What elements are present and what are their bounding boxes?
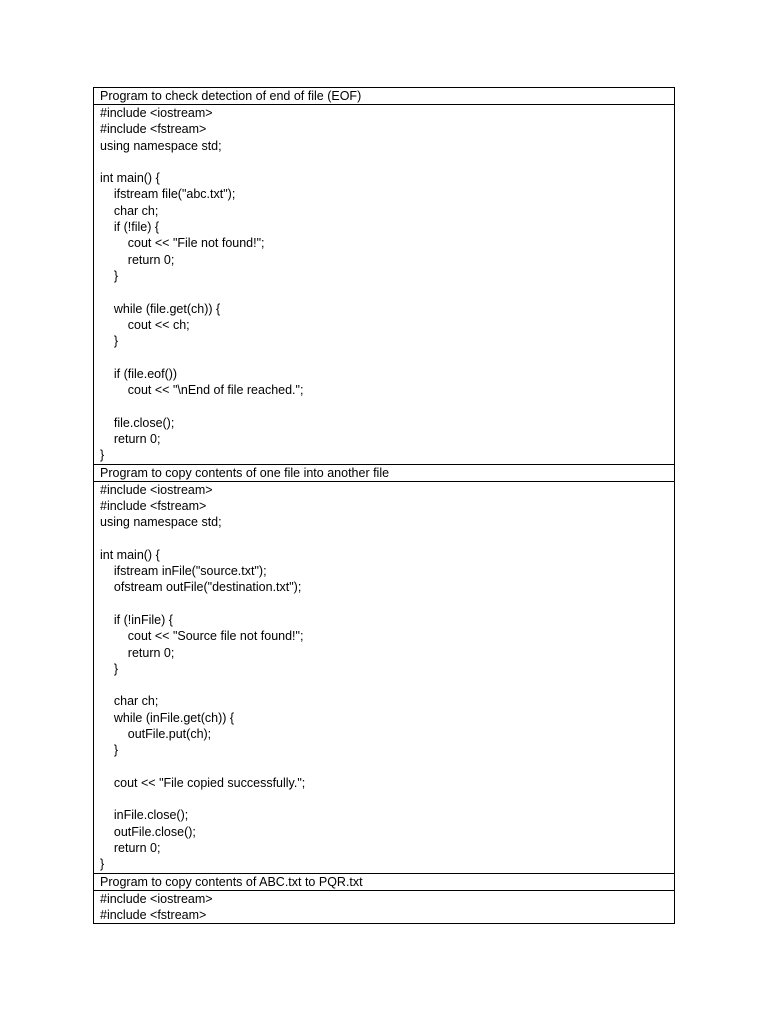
code-line bbox=[100, 677, 674, 693]
code-line: char ch; bbox=[100, 203, 159, 218]
code-line: if (file.eof()) bbox=[100, 366, 178, 381]
code-line: #include <iostream> bbox=[100, 482, 213, 497]
code-line bbox=[100, 398, 674, 414]
code-line bbox=[100, 759, 674, 775]
code-line: #include <fstream> bbox=[100, 498, 207, 513]
code-line: cout << ch; bbox=[100, 317, 190, 332]
code-block bbox=[94, 891, 674, 924]
code-line: #include <fstream> bbox=[100, 122, 207, 137]
code-line: inFile.close(); bbox=[100, 808, 189, 823]
code-line: } bbox=[100, 857, 105, 872]
code-line: char ch; bbox=[100, 694, 159, 709]
code-line bbox=[100, 349, 674, 365]
code-line: return 0; bbox=[100, 645, 175, 660]
code-line: using namespace std; bbox=[100, 515, 222, 530]
code-line: if (!file) { bbox=[100, 220, 160, 235]
code-line: file.close(); bbox=[100, 415, 175, 430]
code-line: outFile.put(ch); bbox=[100, 726, 212, 741]
code-line: cout << "File not found!"; bbox=[100, 236, 265, 251]
code-line: int main() { bbox=[100, 547, 160, 562]
code-line: #include <fstream> bbox=[100, 907, 207, 922]
code-line bbox=[100, 154, 674, 170]
section-title: Program to copy contents of one file into another file bbox=[94, 465, 674, 482]
code-line: } bbox=[100, 268, 119, 283]
code-line: if (!inFile) { bbox=[100, 612, 173, 627]
code-line bbox=[100, 596, 674, 612]
code-line: while (file.get(ch)) { bbox=[100, 301, 221, 316]
code-line: ofstream outFile("destination.txt"); bbox=[100, 580, 302, 595]
code-line bbox=[100, 284, 674, 300]
code-line: while (inFile.get(ch)) { bbox=[100, 710, 235, 725]
code-line: using namespace std; bbox=[100, 138, 222, 153]
code-line: return 0; bbox=[100, 431, 161, 446]
code-line: int main() { bbox=[100, 171, 160, 186]
code-line: } bbox=[100, 661, 119, 676]
code-line: return 0; bbox=[100, 841, 161, 856]
code-line: ifstream inFile("source.txt"); bbox=[100, 564, 267, 579]
code-line bbox=[100, 791, 674, 807]
section-title: Program to check detection of end of file (EOF) bbox=[94, 88, 674, 105]
code-line: cout << "\nEnd of file reached."; bbox=[100, 383, 304, 398]
code-line: } bbox=[100, 743, 119, 758]
code-line: cout << "Source file not found!"; bbox=[100, 629, 304, 644]
code-line bbox=[100, 530, 674, 546]
code-line: #include <iostream> bbox=[100, 891, 213, 906]
code-line: outFile.close(); bbox=[100, 824, 196, 839]
code-line: cout << "File copied successfully."; bbox=[100, 775, 306, 790]
code-line: } bbox=[100, 448, 105, 463]
code-line: } bbox=[100, 334, 119, 349]
code-line: #include <iostream> bbox=[100, 106, 213, 120]
section-title: Program to copy contents of ABC.txt to PQR.txt bbox=[94, 874, 674, 891]
code-line: return 0; bbox=[100, 252, 175, 267]
code-block bbox=[94, 482, 674, 874]
code-line: ifstream file("abc.txt"); bbox=[100, 187, 236, 202]
code-block bbox=[94, 105, 674, 465]
document-table bbox=[93, 87, 675, 924]
